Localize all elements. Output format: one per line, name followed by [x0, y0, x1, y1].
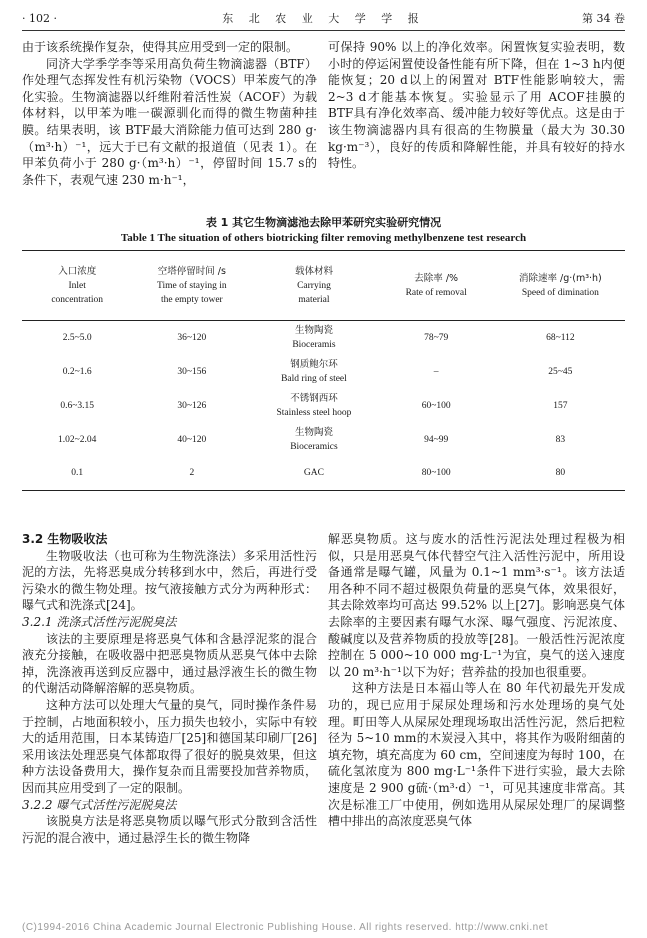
cell-material: 生物陶瓷 Bioceramis	[292, 324, 336, 350]
cell-speed: 68~112	[546, 332, 575, 343]
cell-time: 40~120	[177, 434, 207, 445]
paragraph: 这种方法是日本福山等人在 80 年代初最先开发成功的，现已应用于屎尿处理场和污水处理场的臭气处理。町田等人从屎尿处理现场取出活性污泥，然后把粒径为 5~10 mm的木炭浸入其中，将其作为吸附细菌的填充物，填充高度为 60 cm，空间速度为每时 100，在硫化氢浓度为 800 mg·L⁻¹条件下进行实验，最大去除速度是 2 900 g硫·（m³·d）⁻¹，可见其速度非常高。其次是标准工厂中使用，例如选用从屎尿处理厂的屎调整槽中排出的高浓度恶臭气体	[328, 681, 625, 829]
cell-speed: 25~45	[548, 366, 573, 377]
cell-inlet: 0.6~3.15	[60, 400, 95, 411]
paragraph: 同济大学季学李等采用高负荷生物滴滤器（BTF）作处理气态挥发性有机污染物（VOCS）甲苯废气的净化实验。生物滴滤器以纤维附着活性炭（ACOF）为载体材料，以甲苯为唯一碳源驯化而得的微生物菌种挂膜。结果表明，该 BTF最大消除能力值可达到 280 g·（m³·h）⁻¹，远大于已有文献的报道值（见表 1）。在甲苯负荷小于 280 g·（m³·h）⁻¹，停留时间 15.7 s的条件下，表观气速 230 m·h⁻¹，	[22, 56, 317, 187]
copyright-footer: (C)1994-2016 China Academic Journal Electronic Publishing House. All rights reserved. http://www.cnki.net	[22, 922, 549, 933]
table-row	[22, 389, 625, 423]
subsection-heading: 3.2.1 洗涤式活性污泥脱臭法	[22, 614, 177, 629]
cell-material: 生物陶瓷 Bioceramics	[290, 426, 338, 452]
cell-inlet: 1.02~2.04	[58, 434, 97, 445]
cell-removal: 80~100	[377, 457, 496, 491]
volume-label: 第 34 卷	[582, 12, 625, 25]
header-speed: 消除速率 /g·(m³·h) Speed of dimination	[496, 251, 625, 321]
cell-material: 不锈钢西环 Stainless steel hoop	[276, 392, 352, 418]
cell-material: GAC	[251, 457, 376, 491]
cell-speed: 80	[496, 457, 625, 491]
subsection-heading: 3.2.2 曝气式活性污泥脱臭法	[22, 797, 177, 812]
table-row	[22, 457, 625, 491]
top-left-column	[22, 39, 317, 188]
cell-inlet: 0.2~1.6	[62, 366, 92, 377]
paragraph: 这种方法可以处理大气量的臭气，同时操作条件易于控制，占地面积较小，压力损失也较小，实际中有较大的适用范围，日本某铸造厂[25]和德国某印刷厂[26]采用该法处理恶臭气体都取得了很好的脱臭效果，但这种方法设备费用大，操作复杂而且需要投加营养物质，因而其应用受到了一定的限制。	[22, 697, 317, 795]
cell-inlet: 0.1	[22, 457, 132, 491]
data-table	[22, 250, 625, 491]
cell-time: 30~126	[177, 400, 207, 411]
running-header	[22, 8, 625, 31]
header-removal: 去除率 /% Rate of removal	[377, 251, 496, 321]
cell-time: 30~156	[177, 366, 207, 377]
table-row	[22, 321, 625, 355]
cell-material: 钢质鲍尔环 Bald ring of steel	[281, 358, 347, 384]
cell-inlet: 2.5~5.0	[62, 332, 92, 343]
cell-speed: 83	[555, 434, 566, 445]
table-row	[22, 423, 625, 457]
cell-removal: –	[433, 366, 439, 377]
header-time: 空塔停留时间 /s Time of staying in the empty tower	[132, 251, 251, 321]
cell-time: 2	[132, 457, 251, 491]
cell-removal: 94~99	[424, 434, 449, 445]
table-header-row	[22, 251, 625, 321]
paragraph: 该法的主要原理是将恶臭气体和含悬浮泥浆的混合液充分接触，在吸收器中把恶臭物质从恶臭气体中去除掉，洗涤液再送到反应器中，通过悬浮液生长的微生物的代谢活动降解溶解的恶臭物质。	[22, 631, 317, 696]
table-caption-en: Table 1 The situation of others biotricking filter removing methylbenzene test research	[120, 232, 527, 244]
paragraph: 由于该系统操作复杂，使得其应用受到一定的限制。	[22, 40, 299, 54]
section-heading: 3.2 生物吸收法	[22, 532, 108, 546]
journal-title: 东 北 农 业 大 学 学 报	[222, 12, 425, 25]
paragraph: 解恶臭物质。这与废水的活性污泥法处理过程极为相似，只是用恶臭气体代替空气注入活性污泥中，所用设备通常是曝气罐，风量为 0.1~1 mm³·s⁻¹。该方法适用各种不同不超过极限负荷量的恶臭气体，效果很好，其去除效率均可高达 99.52% 以上[27]。影响恶臭气体去除率的主要因素有曝气水深、曝气强度、污泥浓度、酸碱度以及营养物质的投放等[28]。一般活性污泥浓度控制在 5 000~10 000 mg·L⁻¹为宜，臭气的送入速度以 20 m³·h⁻¹以下为好；营养盐的投加也很重要。	[328, 532, 625, 679]
paragraph: 该脱臭方法是将恶臭物质以曝气形式分散到含活性污泥的混合液中，通过悬浮生长的微生物降	[22, 814, 317, 845]
cell-removal: 60~100	[421, 400, 451, 411]
bottom-right-column	[328, 531, 625, 830]
paragraph: 可保持 90% 以上的净化效率。闲置恢复实验表明，数小时的停运闲置使设备性能有所下降，但在 1~3 h内便能恢复；20 d以上的闲置对 BTF性能影响较大，需 2~3 d才能基本恢复。实验显示了用 ACOF挂膜的 BTF具有净化效率高、缓冲能力较好等优点。这是由于该生物滴滤器内具有很高的生物膜量（最大为 30.30 kg·m⁻³），良好的传质和降解性能，并具有较好的持水特性。	[328, 40, 625, 171]
top-right-column	[328, 39, 625, 172]
cell-speed: 157	[553, 400, 568, 411]
page-number: · 102 ·	[22, 12, 57, 25]
table-row	[22, 355, 625, 389]
paragraph: 生物吸收法（也可称为生物洗涤法）多采用活性污泥的方法，先将恶臭成分转移到水中，然后，再进行受污染水的微生物处理。按气液接触方式分为两种形式：曝气式和洗涤式[24]。	[22, 548, 317, 613]
header-inlet: 入口浓度 Inlet concentration	[22, 251, 132, 321]
table-caption-cn: 表 1 其它生物滴滤池去除甲苯研究实验研究情况	[205, 216, 442, 229]
header-material: 载体材料 Carrying material	[251, 251, 376, 321]
cell-time: 36~120	[177, 332, 207, 343]
cell-removal: 78~79	[424, 332, 449, 343]
bottom-left-column	[22, 531, 317, 846]
